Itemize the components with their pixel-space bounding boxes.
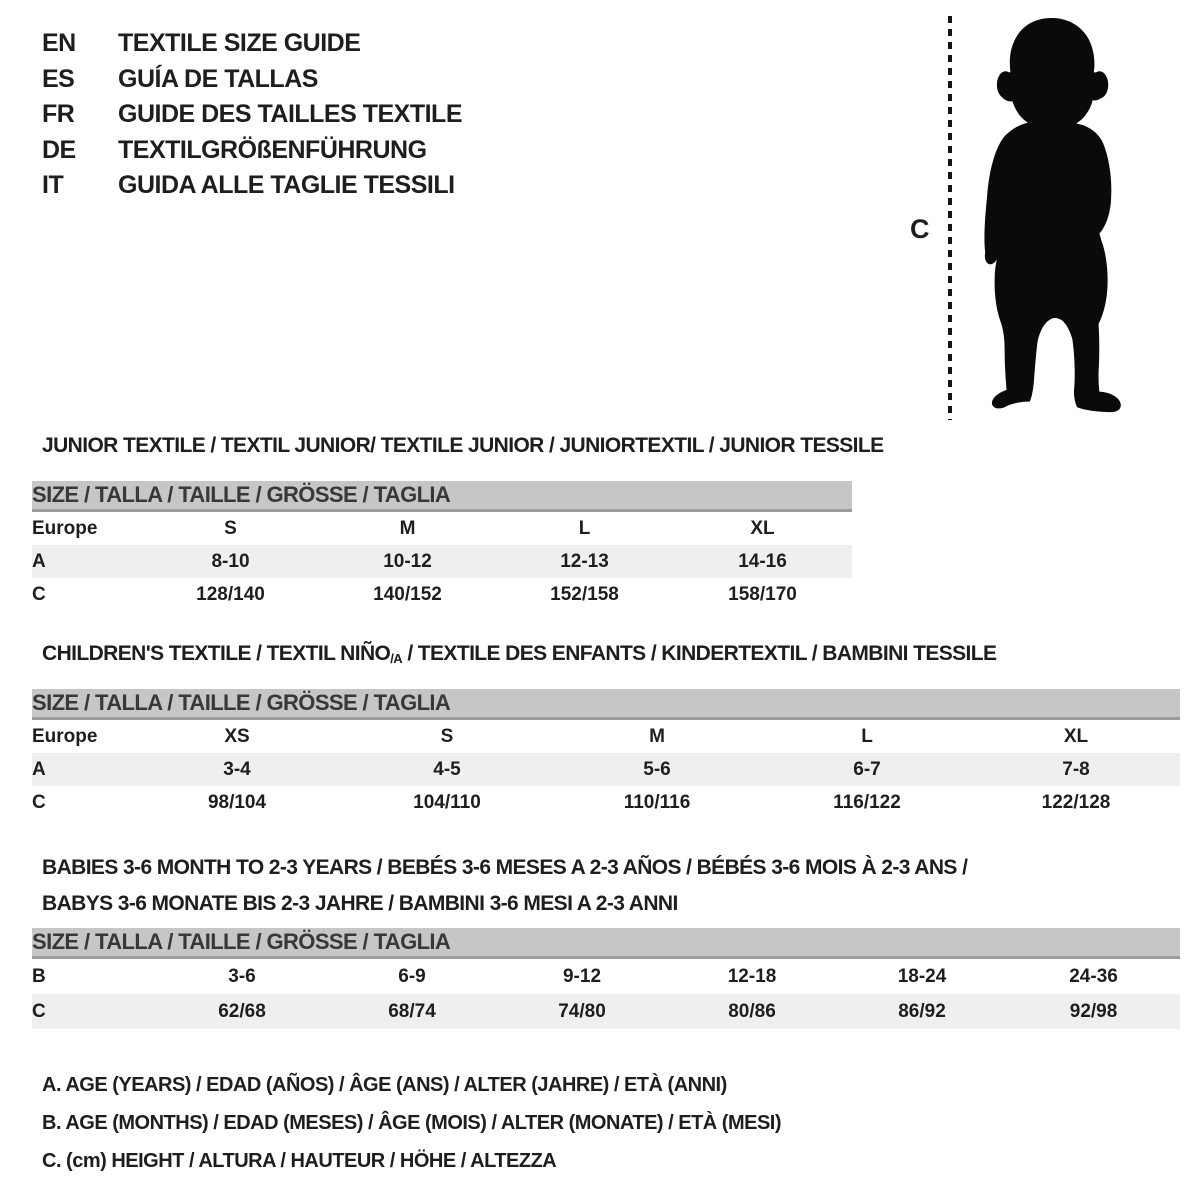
table-cell: 10-12 (319, 545, 496, 578)
table-cell: 128/140 (196, 583, 265, 605)
language-row-it (42, 168, 462, 204)
language-code: EN (42, 29, 76, 58)
size-header-bar: SIZE / TALLA / TAILLE / GRÖSSE / TAGLIA (32, 481, 852, 511)
babies-section-title (42, 850, 967, 922)
language-row-de (42, 133, 462, 169)
table-cell: 122/128 (1041, 791, 1111, 813)
row-label: C (32, 583, 46, 605)
table-cell: 110/116 (623, 791, 691, 813)
table-cell: 3-4 (132, 753, 342, 786)
table-cell: 9-12 (562, 965, 602, 987)
language-row-en (42, 26, 462, 62)
table-cell: L (861, 725, 873, 747)
table-cell: 62/68 (157, 994, 327, 1029)
language-code: ES (42, 64, 75, 93)
table-row-height (32, 994, 1180, 1029)
table-cell: XS (224, 725, 250, 747)
table-cell: 24-36 (1069, 965, 1118, 987)
language-title: GUIDE DES TAILLES TEXTILE (118, 100, 463, 129)
table-cell: XL (750, 517, 775, 539)
table-cell: 80/86 (667, 994, 837, 1029)
table-cell: 7-8 (972, 753, 1180, 786)
language-row-fr (42, 97, 462, 133)
junior-size-table (32, 481, 852, 611)
row-label: C (32, 791, 46, 813)
legend-line-a: A. AGE (YEARS) / EDAD (AÑOS) / ÂGE (ANS) / ALTER (JAHRE) / ETÀ (ANNI) (42, 1074, 727, 1096)
table-row-height (32, 578, 852, 611)
size-header-row (32, 481, 852, 511)
table-row-height (32, 786, 1180, 819)
table-cell: 4-5 (342, 753, 552, 786)
table-cell: 86/92 (837, 994, 1007, 1029)
language-code: IT (42, 171, 64, 200)
size-header-bar: SIZE / TALLA / TAILLE / GRÖSSE / TAGLIA (32, 928, 1180, 958)
table-cell: M (399, 517, 416, 539)
language-title: TEXTILE SIZE GUIDE (118, 29, 361, 58)
table-cell: 140/152 (373, 583, 442, 605)
table-cell: L (578, 517, 591, 539)
height-dashed-line (948, 16, 952, 420)
table-cell: 12-13 (496, 545, 673, 578)
table-cell: 3-6 (228, 965, 256, 987)
table-cell: 116/122 (833, 791, 901, 813)
table-row-europe (32, 511, 852, 546)
table-cell: 152/158 (550, 583, 619, 605)
table-row-months (32, 958, 1180, 995)
babies-title-line2: BABYS 3-6 MONATE BIS 2-3 JAHRE / BAMBINI 3-6 MESI A 2-3 ANNI (42, 892, 678, 915)
children-title-part: CHILDREN'S TEXTILE / TEXTIL NIÑO (42, 642, 391, 665)
children-title-sub: /A (390, 650, 403, 666)
size-header-bar: SIZE / TALLA / TAILLE / GRÖSSE / TAGLIA (32, 689, 1180, 719)
table-cell: 14-16 (673, 545, 852, 578)
table-cell: 98/104 (207, 791, 267, 813)
row-label: A (32, 545, 142, 578)
language-code: DE (42, 135, 76, 164)
language-title: GUIDA ALLE TAGLIE TESSILI (118, 171, 455, 200)
table-cell: S (440, 725, 454, 747)
legend (42, 1066, 781, 1180)
size-header-row (32, 928, 1180, 958)
babies-size-table (32, 928, 1180, 1029)
table-cell: 18-24 (897, 965, 947, 987)
table-cell: 12-18 (727, 965, 777, 987)
language-title: GUÍA DE TALLAS (118, 64, 318, 93)
row-label: C (32, 994, 157, 1029)
legend-line-c: C. (cm) HEIGHT / ALTURA / HAUTEUR / HÖHE / ALTEZZA (42, 1150, 557, 1172)
table-row-europe (32, 719, 1180, 754)
junior-section-title: JUNIOR TEXTILE / TEXTIL JUNIOR/ TEXTILE JUNIOR / JUNIORTEXTIL / JUNIOR TESSILE (42, 434, 884, 457)
babies-title-line1: BABIES 3-6 MONTH TO 2-3 YEARS / BEBÉS 3-6 MESES A 2-3 AÑOS / BÉBÉS 3-6 MOIS À 2-3 ANS / (42, 856, 968, 879)
table-cell: XL (1063, 725, 1089, 747)
table-row-age (32, 545, 852, 578)
table-cell: 6-7 (762, 753, 972, 786)
size-header-row (32, 689, 1180, 719)
row-label: Europe (32, 517, 98, 539)
row-label: A (32, 753, 132, 786)
table-cell: 5-6 (552, 753, 762, 786)
table-cell: 158/170 (728, 583, 797, 605)
language-code: FR (42, 100, 75, 129)
table-cell: M (649, 725, 665, 747)
language-list (42, 26, 462, 204)
legend-line-b: B. AGE (MONTHS) / EDAD (MESES) / ÂGE (MOIS) / ALTER (MONATE) / ETÀ (MESI) (42, 1112, 782, 1134)
height-measure-label: C (910, 214, 930, 244)
children-section-title (42, 642, 996, 666)
table-row-age (32, 753, 1180, 786)
table-cell: S (224, 517, 237, 539)
children-title-part: / TEXTILE DES ENFANTS / KINDERTEXTIL / BAMBINI TESSILE (402, 642, 997, 665)
language-row-es (42, 62, 462, 98)
table-cell: 74/80 (497, 994, 667, 1029)
row-label: Europe (32, 725, 98, 747)
table-cell: 68/74 (327, 994, 497, 1029)
table-cell: 104/110 (413, 791, 481, 813)
table-cell: 92/98 (1007, 994, 1180, 1029)
table-cell: 6-9 (398, 965, 426, 987)
children-size-table (32, 689, 1180, 819)
language-title: TEXTILGRÖßENFÜHRUNG (118, 135, 427, 164)
toddler-silhouette-icon (962, 12, 1146, 422)
row-label: B (32, 965, 46, 987)
table-cell: 8-10 (142, 545, 319, 578)
